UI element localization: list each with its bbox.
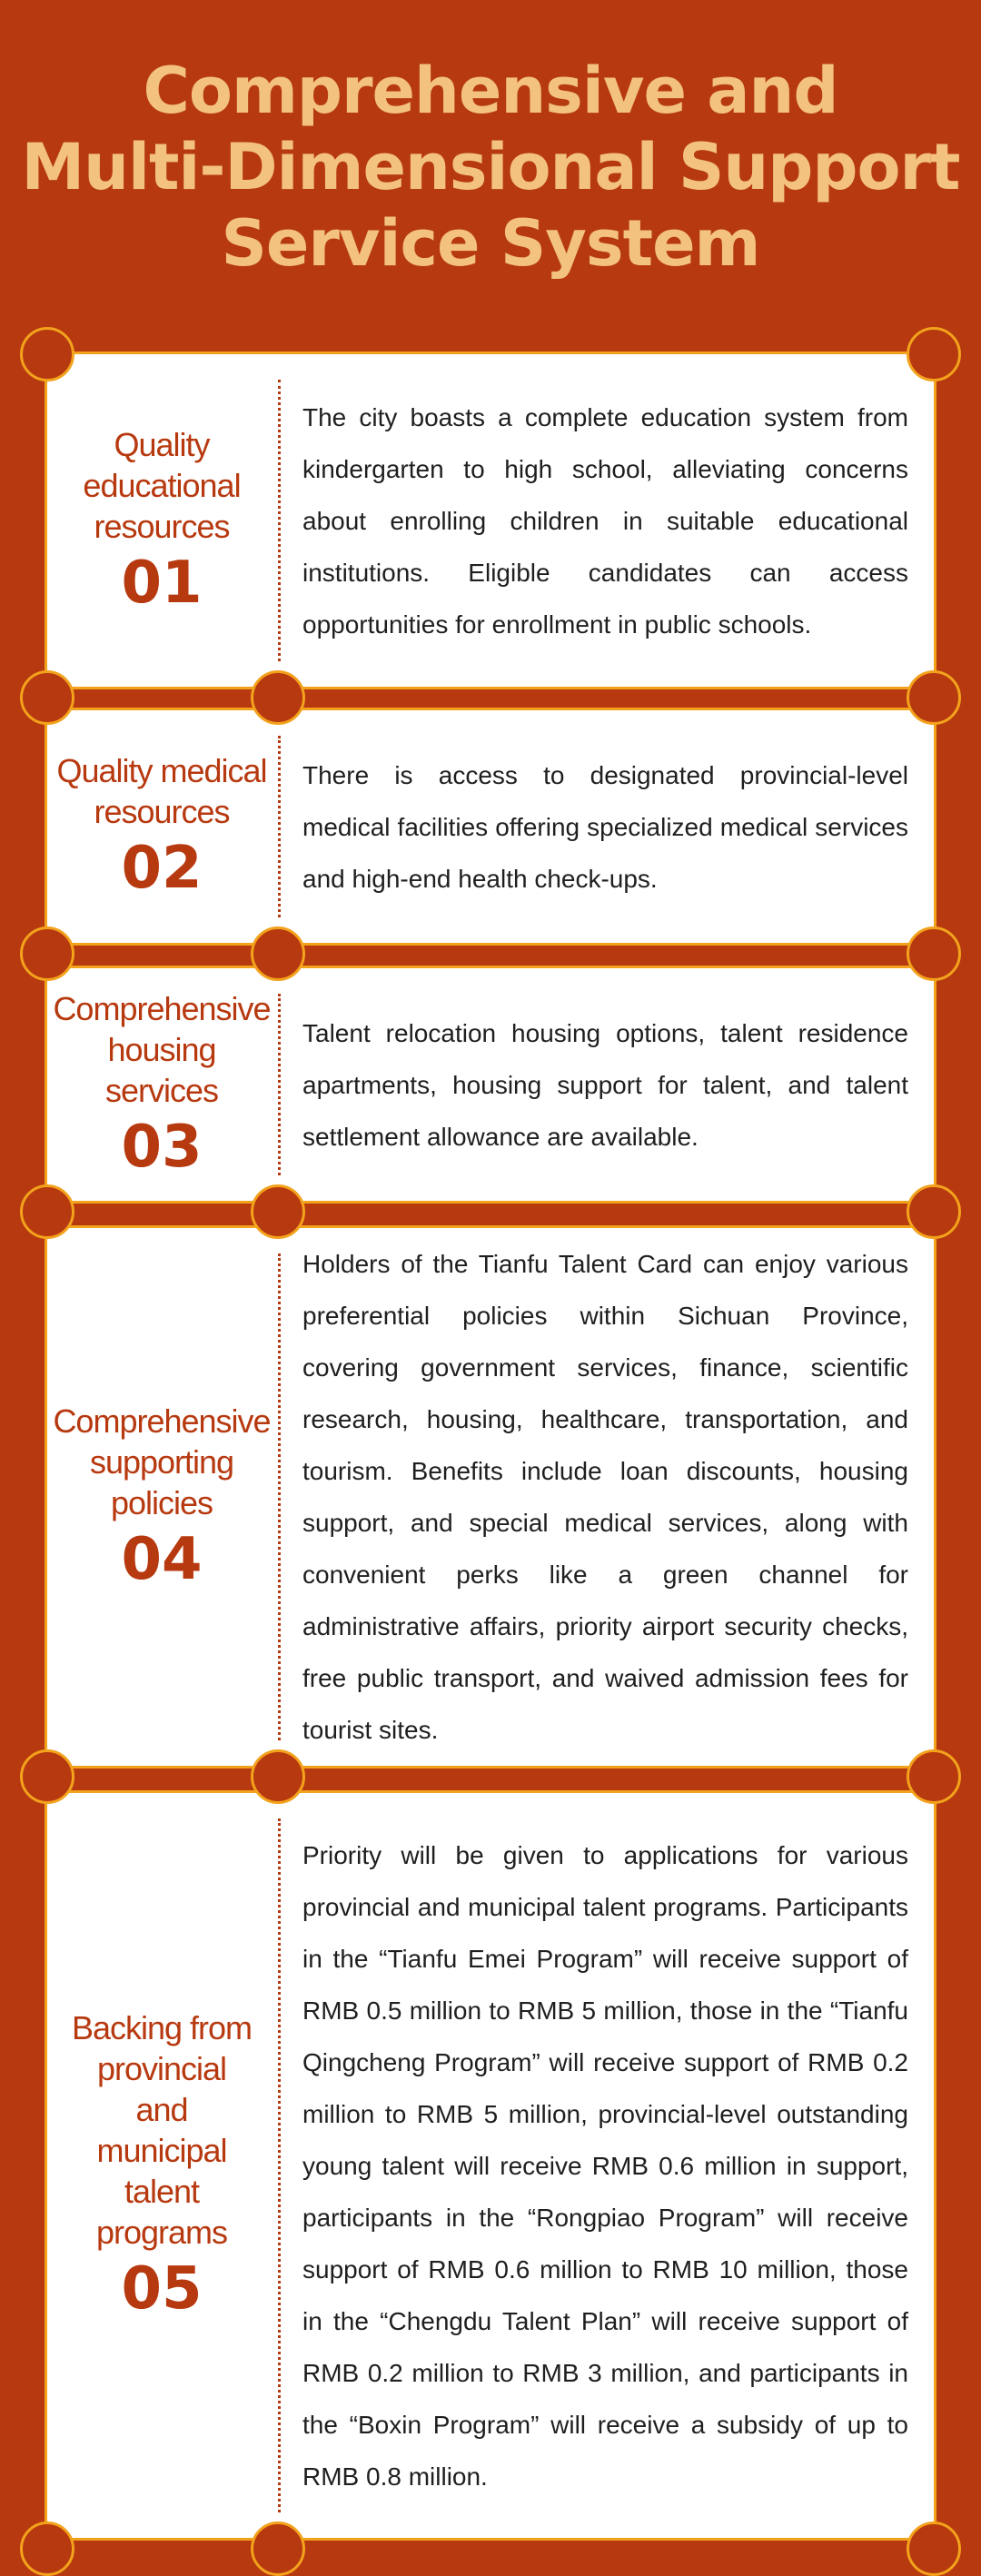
notch-ornament — [20, 1184, 74, 1239]
card-label-column — [47, 354, 276, 687]
service-card-05 — [47, 1793, 934, 2538]
card-body — [302, 1228, 908, 1766]
card-body — [302, 710, 908, 943]
card-label-column — [47, 1228, 276, 1766]
notch-ornament — [20, 327, 74, 381]
card-text: The city boasts a complete education system from kindergarten to high school, alleviating concerns about enrolling children in suitable educational institutions. Eligible candidates can access opportunities for enrollment in public schools. — [302, 402, 908, 639]
notch-ornament — [907, 926, 961, 981]
card-text: There is access to designated provincial-level medical facilities offering specialized medical services and high-end health check-ups. — [302, 760, 908, 893]
card-label-column — [47, 710, 276, 943]
card-body — [302, 968, 908, 1201]
notch-ornament — [20, 926, 74, 981]
dotted-divider — [278, 994, 281, 1175]
card-label: Comprehensive housing services — [53, 989, 271, 1109]
notch-ornament — [907, 1184, 961, 1239]
page-title — [0, 53, 981, 282]
notch-ornament — [907, 327, 961, 381]
notch-ornament — [20, 1749, 74, 1804]
card-text: Talent relocation housing options, talent residence apartments, housing support for talent, and talent settlement allowance are available. — [302, 1018, 908, 1151]
card-label: Backing from provincial and municipal talent programs — [71, 2009, 253, 2251]
card-text: Holders of the Tianfu Talent Card can enjoy various preferential policies within Sichuan Province, covering government services, finance, scientific research, housing, healthcare, transportation, and tourism. Benefits include loan discounts, housing support, and special medical services, along with convenient perks like a green channel for administrative affairs, priority airport security checks, free public transport, and waived admission fees for tourist sites. — [302, 1250, 908, 1744]
card-number: 02 — [121, 835, 203, 902]
dotted-divider — [278, 1253, 281, 1740]
notch-ornament — [20, 2522, 74, 2576]
notch-ornament — [907, 2522, 961, 2576]
card-label-column — [47, 968, 276, 1201]
card-number: 05 — [121, 2255, 203, 2323]
notch-ornament — [251, 1184, 305, 1239]
service-card-02 — [47, 710, 934, 943]
card-label-column — [47, 1793, 276, 2538]
card-number: 03 — [121, 1113, 203, 1181]
dotted-divider — [278, 380, 281, 661]
notch-ornament — [251, 926, 305, 981]
notch-ornament — [907, 670, 961, 725]
card-number: 04 — [121, 1525, 203, 1593]
notch-ornament — [907, 1749, 961, 1804]
card-body — [302, 1793, 908, 2538]
notch-ornament — [251, 670, 305, 725]
card-number: 01 — [121, 549, 203, 617]
card-body — [302, 354, 908, 687]
notch-ornament — [251, 2522, 305, 2576]
notch-ornament — [251, 1749, 305, 1804]
service-card-04 — [47, 1228, 934, 1766]
card-label: Comprehensive supporting policies — [53, 1402, 271, 1521]
card-label: Quality educational resources — [83, 425, 241, 545]
service-card-01 — [47, 354, 934, 687]
title-line-3: Service System — [221, 206, 760, 281]
title-line-2: Multi-Dimensional Support — [21, 130, 960, 204]
card-text: Priority will be given to applications for various provincial and municipal talent programs. Participants in the “Tianfu Emei Program” will receive support of RMB 0.5 million to RMB 5 million, those in the “Tianfu Qingcheng Program” will receive support of RMB 0.2 million to RMB 5 million, provincial-level outstanding young talent will receive RMB 0.6 million in support, participants in the “Rongpiao Program” will receive support of RMB 0.6 million to RMB 10 million, those in the “Chengdu Talent Plan” will receive support of RMB 0.2 million to RMB 3 million, and participants in the “Boxin Program” will receive a subsidy of up to RMB 0.8 million. — [302, 1840, 908, 2491]
card-label: Quality medical resources — [56, 752, 267, 830]
dotted-divider — [278, 736, 281, 917]
notch-ornament — [20, 670, 74, 725]
service-card-03 — [47, 968, 934, 1201]
dotted-divider — [278, 1818, 281, 2512]
title-line-1: Comprehensive and — [143, 54, 838, 128]
